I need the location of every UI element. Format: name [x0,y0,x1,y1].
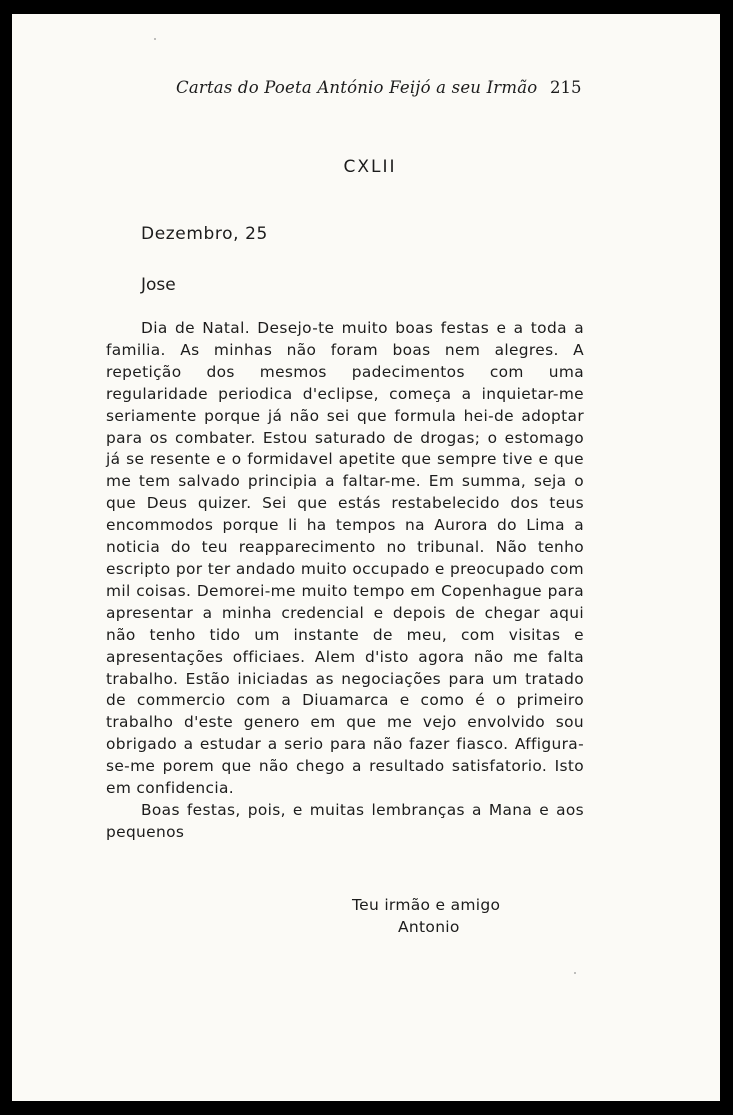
letter-number: CXLII [343,157,397,177]
letter-salutation: Jose [141,275,176,295]
paper-speck [154,38,156,40]
signature: Antonio [398,918,460,936]
paragraph: Boas festas, pois, e muitas lembranças a Mana e aos pequenos [106,800,584,841]
sign-off [352,894,500,938]
letter-date: Dezembro, 25 [141,224,268,244]
paragraph: Dia de Natal. Desejo-te muito boas festas e a toda a familia. As minhas não foram boas nem alegres. A repetição dos mesmos padecimentos com uma regularidade periodica d'eclipse, começa a inquietar-me seriamente porque já não sei que formula hei-de adoptar para os combater. Estou saturado de drogas; o estomago já se resente e o formidavel apetite que sempre tive e que me tem salvado principia a faltar-me. Em summa, seja o que Deus quizer. Sei que estás restabelecido dos teus encommodos porque li ha tempos na Aurora do Lima a noticia do teu reapparecimento no tribunal. Não tenho escripto por ter andado muito occupado e preocupado com mil coisas. Demorei-me muito tempo em Copenhague para apresentar a minha credencial e depois de chegar aqui não tenho tido um instante de meu, com visitas e apresentações officiaes. Alem d'isto agora não me falta trabalho. Estão iniciadas as negociações para um tratado de commercio com a Diuamarca e como é o primeiro trabalho d'este genero em que me vejo envolvido sou obrigado a estudar a serio para não fazer fiasco. Affigura-se-me porem que não chego a resultado satisfatorio. Isto em confidencia. [106,319,584,798]
paper-speck [574,972,576,974]
letter-body [106,318,584,844]
closing-line: Teu irmão e amigo [352,896,501,914]
running-head: Cartas do Poeta António Feijó a seu Irmão [176,78,538,97]
page-number: 215 [550,78,582,97]
book-page [12,14,720,1101]
